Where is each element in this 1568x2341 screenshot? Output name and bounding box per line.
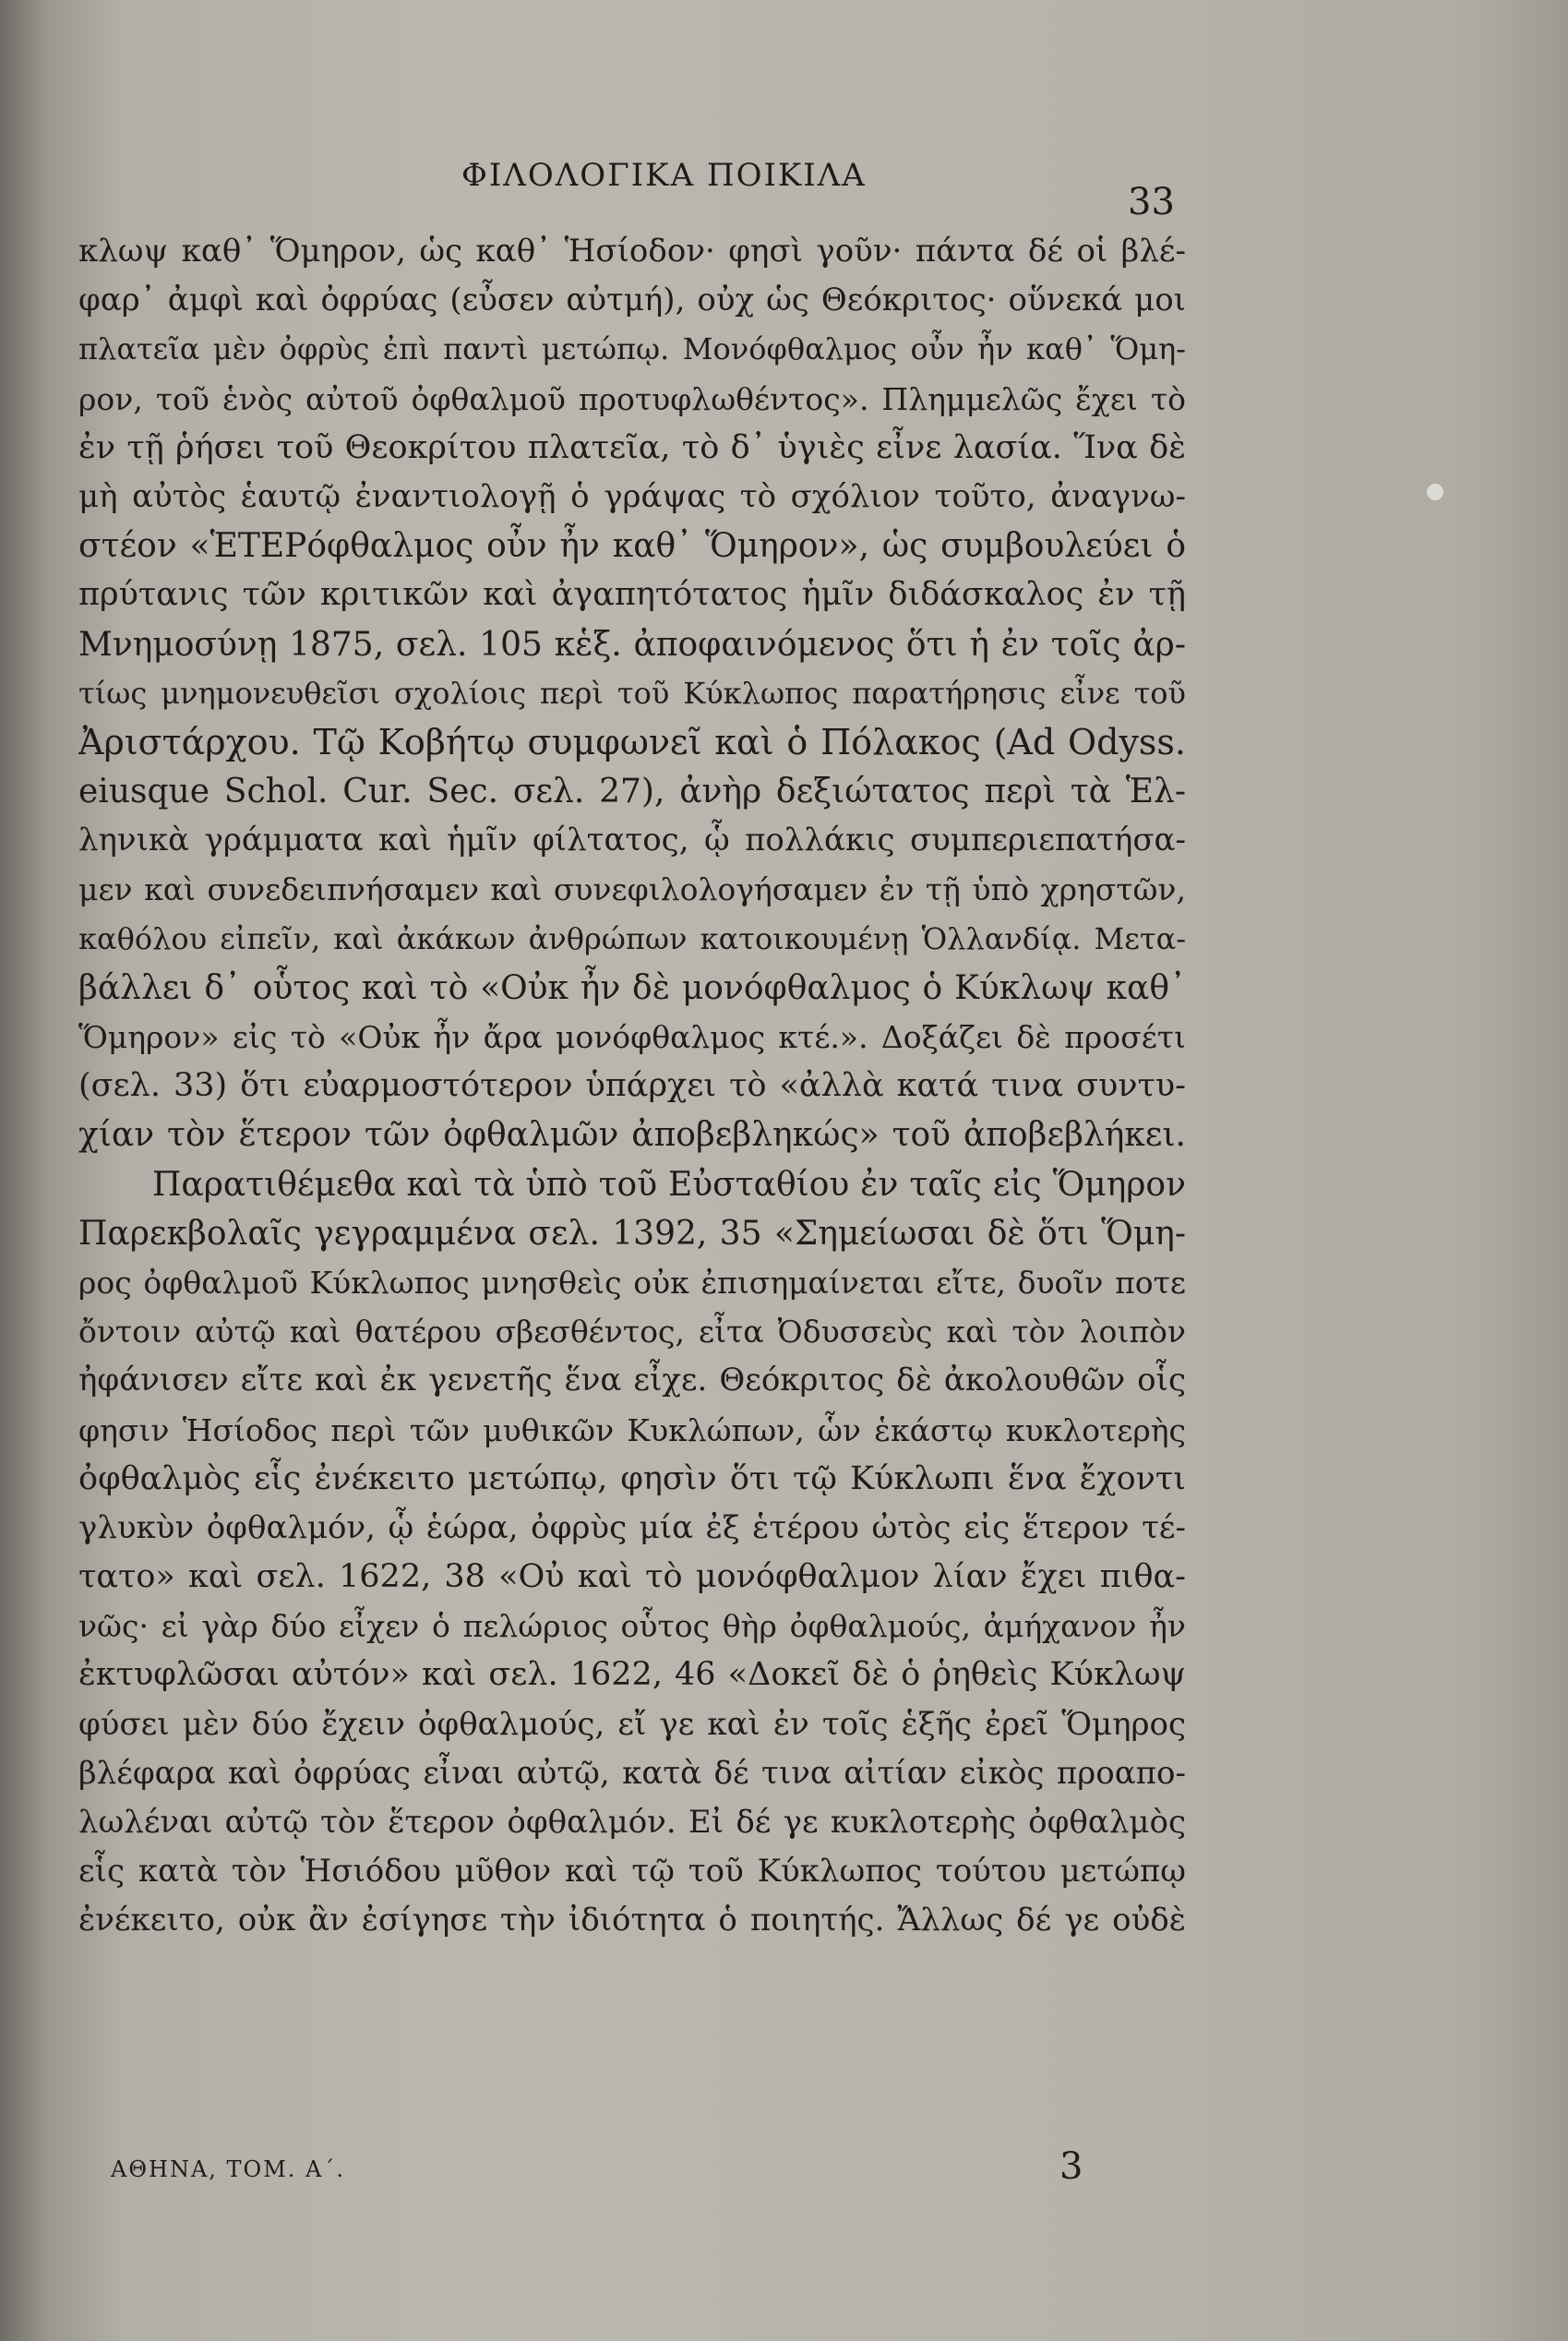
text-line: τατο» καὶ σελ. 1622, 38 «Οὐ καὶ τὸ μονόφθαλμον λίαν ἔχει πιθα- <box>78 1558 1186 1596</box>
text-line: ρον, τοῦ ἑνὸς αὐτοῦ ὀφθαλμοῦ προτυφλωθέντος». Πλημμελῶς ἔχει τὸ <box>78 380 1186 417</box>
body-text <box>78 227 1186 1946</box>
text-line: στέον «ἙΤΕΡόφθαλμος οὖν ἦν καθ᾽ Ὅμηρον», ὡς συμβουλεύει ὁ <box>78 527 1186 566</box>
running-title: ΦΙΛΟΛΟΓΙΚΑ ΠΟΙΚΙΛΑ <box>461 157 867 194</box>
text-line: Παρεκβολαῖς γεγραμμένα σελ. 1392, 35 «Σημείωσαι δὲ ὅτι Ὅμη- <box>78 1214 1186 1253</box>
text-line: φησιν Ἡσίοδος περὶ τῶν μυθικῶν Κυκλώπων, ὧν ἑκάστῳ κυκλοτερὴς <box>78 1411 1186 1448</box>
running-head <box>0 148 1568 223</box>
signature-number: 3 <box>1059 2145 1083 2188</box>
text-line: πλατεῖα μὲν ὀφρὺς ἐπὶ παντὶ μετώπῳ. Μονόφθαλμος οὖν ἦν καθ᾽ Ὅμη- <box>78 331 1186 367</box>
text-line: Παρατιθέμεθα καὶ τὰ ὑπὸ τοῦ Εὐσταθίου ἐν ταῖς εἰς Ὅμηρον <box>152 1165 1186 1204</box>
text-line: βλέφαρα καὶ ὀφρύας εἶναι αὐτῷ, κατὰ δέ τινα αἰτίαν εἰκὸς προαπο- <box>78 1754 1186 1792</box>
text-line: φαρ᾽ ἀμφὶ καὶ ὀφρύας (εὖσεν αὐτμή), οὐχ ὡς Θεόκριτος· οὕνεκά μοι <box>78 282 1186 319</box>
text-line: Ἀριστάρχου. Τῷ Κοβήτῳ συμφωνεῖ καὶ ὁ Πόλακος (Ad Odyss. <box>78 721 1186 762</box>
text-line: λωλέναι αὐτῷ τὸν ἕτερον ὀφθαλμόν. Εἰ δέ γε κυκλοτερὴς ὀφθαλμὸς <box>78 1804 1186 1841</box>
text-line: μεν καὶ συνεδειπνήσαμεν καὶ συνεφιλολογήσαμεν ἐν τῇ ὑπὸ χρηστῶν, <box>78 871 1186 908</box>
text-line: Μνημοσύνῃ 1875, σελ. 105 κἑξ. ἀποφαινόμενος ὅτι ἡ ἐν τοῖς ἀρ- <box>78 625 1186 664</box>
text-line: eiusque Schol. Cur. Sec. σελ. 27), ἀνὴρ δεξιώτατος περὶ τὰ Ἑλ- <box>78 773 1186 811</box>
text-line: πρύτανις τῶν κριτικῶν καὶ ἀγαπητότατος ἡμῖν διδάσκαλος ἐν τῇ <box>78 576 1186 614</box>
text-line: μὴ αὐτὸς ἑαυτῷ ἐναντιολογῇ ὁ γράψας τὸ σχόλιον τοῦτο, ἀναγνω- <box>78 477 1186 515</box>
page-footer <box>111 2142 1126 2197</box>
text-line: βάλλει δ᾽ οὗτος καὶ τὸ «Οὐκ ἦν δὲ μονόφθαλμος ὁ Κύκλωψ καθ᾽ <box>78 968 1186 1007</box>
text-line: ὀφθαλμὸς εἷς ἐνέκειτο μετώπῳ, φησὶν ὅτι τῷ Κύκλωπι ἕνα ἔχοντι <box>78 1459 1186 1497</box>
text-line: γλυκὺν ὀφθαλμόν, ᾧ ἑώρα, ὀφρὺς μία ἐξ ἑτέρου ὠτὸς εἰς ἕτερον τέ- <box>78 1508 1186 1546</box>
text-line: κλωψ καθ᾽ Ὅμηρον, ὡς καθ᾽ Ἡσίοδον· φησὶ γοῦν· πάντα δέ οἱ βλέ- <box>78 233 1186 270</box>
text-line: ρος ὀφθαλμοῦ Κύκλωπος μνησθεὶς οὐκ ἐπισημαίνεται εἴτε, δυοῖν ποτε <box>78 1264 1186 1301</box>
printer-signature: ΑΘΗΝΑ, ΤΟΜ. Α΄. <box>111 2156 346 2182</box>
text-line: χίαν τὸν ἕτερον τῶν ὀφθαλμῶν ἀποβεβληκώς» τοῦ ἀποβεβλήκει. <box>78 1116 1186 1155</box>
text-line: τίως μνημονευθεῖσι σχολίοις περὶ τοῦ Κύκλωπος παρατήρησις εἶνε τοῦ <box>78 675 1186 711</box>
text-line: ἐνέκειτο, οὐκ ἂν ἐσίγησε τὴν ἰδιότητα ὁ ποιητής. Ἄλλως δέ γε οὐδὲ <box>78 1902 1186 1939</box>
text-line: ληνικὰ γράμματα καὶ ἡμῖν φίλτατος, ᾧ πολλάκις συμπεριεπατήσα- <box>78 822 1186 859</box>
page-number: 33 <box>1128 181 1175 223</box>
text-line: νῶς· εἰ γὰρ δύο εἶχεν ὁ πελώριος οὗτος θὴρ ὀφθαλμούς, ἀμήχανον ἦν <box>78 1608 1186 1645</box>
text-line: (σελ. 33) ὅτι εὐαρμοστότερον ὑπάρχει τὸ «ἀλλὰ κατά τινα συντυ- <box>78 1067 1186 1105</box>
text-line: φύσει μὲν δύο ἔχειν ὀφθαλμούς, εἴ γε καὶ ἐν τοῖς ἑξῆς ἐρεῖ Ὅμηρος <box>78 1705 1186 1743</box>
text-line: ἐν τῇ ῥήσει τοῦ Θεοκρίτου πλατεῖα, τὸ δ᾽ ὑγιὲς εἶνε λασία. Ἵνα δὲ <box>78 428 1186 466</box>
text-line: Ὅμηρον» εἰς τὸ «Οὐκ ἦν ἄρα μονόφθαλμος κτέ.». Δοξάζει δὲ προσέτι <box>78 1019 1186 1055</box>
text-line: ὄντοιν αὐτῷ καὶ θατέρου σβεσθέντος, εἶτα Ὀδυσσεὺς καὶ τὸν λοιπὸν <box>78 1314 1186 1351</box>
text-line: ἐκτυφλῶσαι αὐτόν» καὶ σελ. 1622, 46 «Δοκεῖ δὲ ὁ ῥηθεὶς Κύκλωψ <box>78 1656 1186 1694</box>
text-line: καθόλου εἰπεῖν, καὶ ἀκάκων ἀνθρώπων κατοικουμένῃ Ὁλλανδίᾳ. Μετα- <box>78 920 1186 956</box>
paper-speck <box>1427 484 1443 500</box>
text-line: εἷς κατὰ τὸν Ἡσιόδου μῦθον καὶ τῷ τοῦ Κύκλωπος τούτου μετώπῳ <box>78 1853 1186 1891</box>
text-line: ἠφάνισεν εἴτε καὶ ἐκ γενετῆς ἕνα εἶχε. Θεόκριτος δὲ ἀκολουθῶν οἷς <box>78 1362 1186 1399</box>
